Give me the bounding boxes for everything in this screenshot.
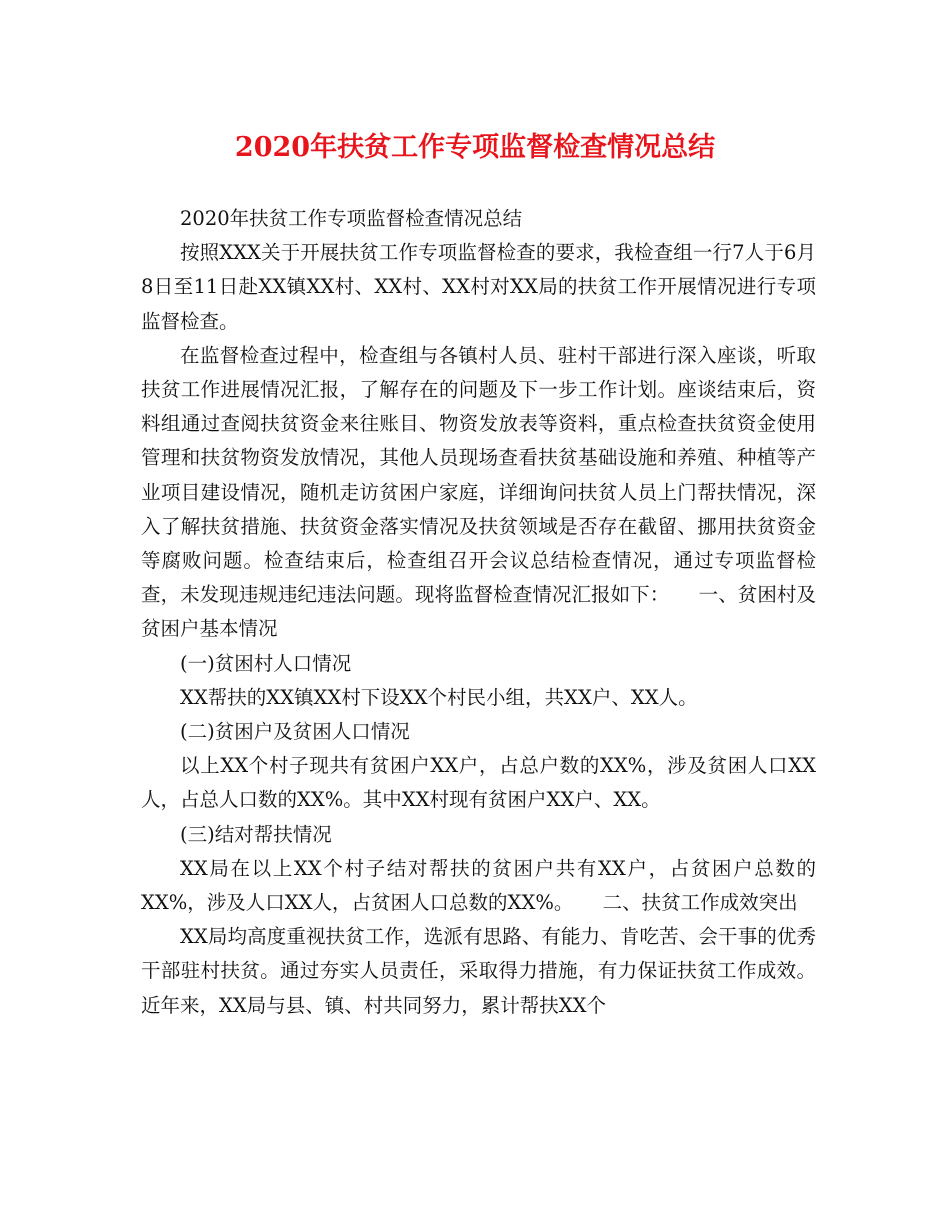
section-heading-paired-assistance: (三)结对帮扶情况 — [180, 822, 332, 846]
paragraph-achievements: XX局均高度重视扶贫工作，选派有思路、有能力、肯吃苦、会干事的优秀干部驻村扶贫。通过夯实人员责任，采取得力措施，有力保证扶贫工作成效。近年来，XX局与县、镇、村共同努力，累计帮扶XX个 — [141, 925, 816, 1017]
paragraph-paired-assistance: XX局在以上XX个村子结对帮扶的贫困户共有XX户，占贫困户总数的XX%，涉及人口XX人，占贫困人口总数的XX%。 二、扶贫工作成效突出 — [141, 856, 816, 915]
paragraph-process: 在监督检查过程中，检查组与各镇村人员、驻村干部进行深入座谈，听取扶贫工作进展情况汇报，了解存在的问题及下一步工作计划。座谈结束后，资料组通过查阅扶贫资金来往账目、物资发放表等资料，重点检查扶贫资金使用管理和扶贫物资发放情况，其他人员现场查看扶贫基础设施和养殖、种植等产业项目建设情况，随机走访贫困户家庭，详细询问扶贫人员上门帮扶情况，深入了解扶贫措施、扶贫资金落实情况及扶贫领域是否存在截留、挪用扶贫资金等腐败问题。检查结束后，检查组召开会议总结检查情况，通过专项监督检查，未发现违规违纪违法问题。现将监督检查情况汇报如下： 一、贫困村及贫困户基本情况 — [141, 343, 816, 641]
document-body — [141, 202, 816, 1023]
document-title: 2020年扶贫工作专项监督检查情况总结 — [234, 132, 716, 163]
section-heading-village-population: (一)贫困村人口情况 — [180, 651, 352, 675]
section-heading-poor-households: (二)贫困户及贫困人口情况 — [180, 720, 410, 744]
paragraph-subtitle: 2020年扶贫工作专项监督检查情况总结 — [180, 207, 523, 230]
paragraph-village-population: XX帮扶的XX镇XX村下设XX个村民小组，共XX户、XX人。 — [180, 685, 698, 709]
paragraph-poor-households: 以上XX个村子现共有贫困户XX户，占总户数的XX%，涉及贫困人口XX人，占总人口数的XX%。其中XX村现有贫困户XX户、XX。 — [141, 754, 816, 812]
paragraph-intro: 按照XXX关于开展扶贫工作专项监督检查的要求，我检查组一行7人于6月8日至11日赴XX镇XX村、XX村、XX村对XX局的扶贫工作开展情况进行专项监督检查。 — [141, 241, 816, 333]
